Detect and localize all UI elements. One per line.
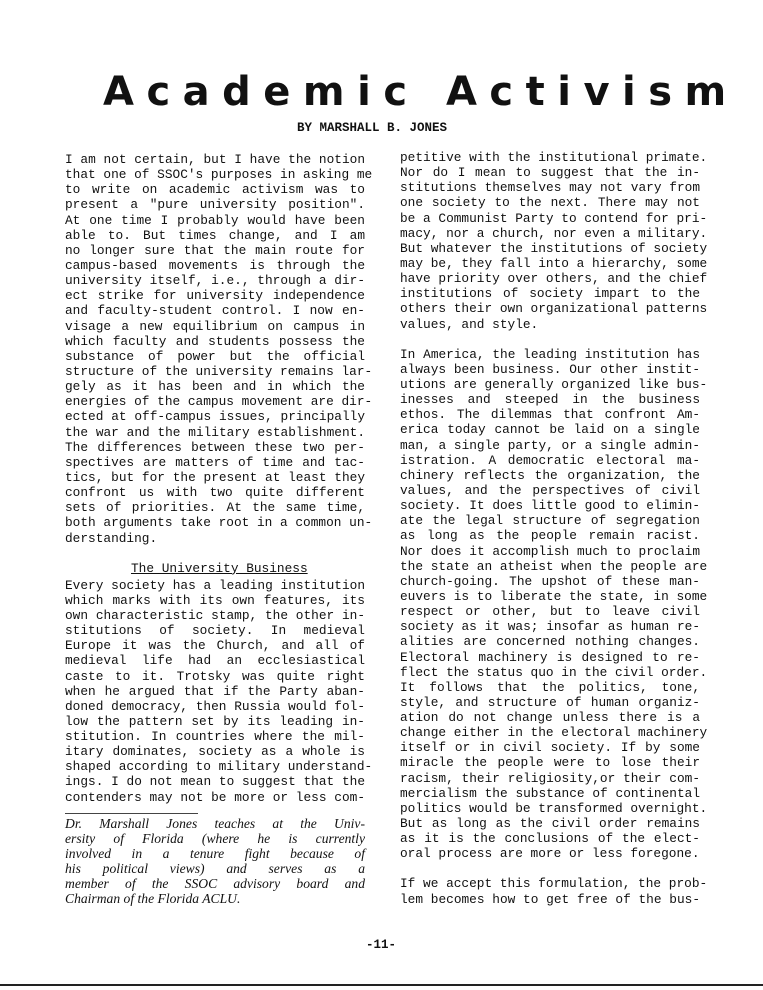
text-line: It follows that the politics, tone,	[400, 679, 700, 695]
text-line: inesses and steeped in the business	[400, 392, 700, 408]
author-bio	[65, 816, 365, 907]
text-line: values, and the perspectives of civil	[400, 482, 700, 498]
text-line: utions are generally organized like bus-	[400, 376, 708, 392]
text-line: the war and the military establishment.	[65, 424, 365, 440]
text-line: politics would be transformed overnight.	[400, 800, 708, 816]
text-line: ect strike for university independence	[65, 288, 365, 304]
text-line: sets of priorities. At the same time,	[65, 500, 365, 516]
text-line: Nor do I mean to suggest that the in-	[400, 165, 700, 181]
text-line: ate the legal structure of segregation	[400, 513, 700, 529]
text-line: ersity of Florida (where he is currently	[65, 830, 365, 846]
text-line: visage a new equilibrium on campus in	[65, 318, 365, 334]
text-line: may be, they fall into a hierarchy, some	[400, 255, 708, 271]
text-line: mercialism the substance of continental	[400, 785, 700, 801]
text-line: shaped according to military understand-	[65, 759, 373, 775]
text-line: But as long as the civil order remains	[400, 816, 700, 832]
text-line: doned democracy, then Russia would fol-	[65, 698, 365, 714]
text-line: If we accept this formulation, the prob-	[400, 876, 708, 892]
right-column	[400, 150, 708, 907]
footnote-rule	[65, 813, 198, 814]
text-line: present a "pure university position".	[65, 197, 365, 213]
text-line: church-going. The upshot of these man-	[400, 573, 700, 589]
text-line: miracle the people were to lose their	[400, 755, 700, 771]
left-column	[65, 152, 373, 907]
text-line: gely as it has been and in which the	[65, 379, 365, 395]
text-line: society. It does little good to elimin-	[400, 498, 700, 514]
text-line: both arguments take root in a common un-	[65, 515, 373, 531]
text-line: But whatever the institutions of society	[400, 240, 708, 256]
text-line: man, a single party, or a single admin-	[400, 437, 700, 453]
text-line: others their own organizational patterns	[400, 301, 708, 317]
text-line: caste to it. Trotsky was quite right	[65, 668, 365, 684]
text-line: istration. A democratic electoral ma-	[400, 452, 700, 468]
text-line: racism, their religiosity,or their com-	[400, 770, 700, 786]
text-line: confront us with two quite different	[65, 485, 365, 501]
text-line: I am not certain, but I have the notion	[65, 152, 365, 167]
text-line: own characteristic stamp, the other in-	[65, 607, 365, 623]
text-line: itary dominates, society as a whole is	[65, 744, 365, 760]
text-line: be a Communist Party to contend for pri-	[400, 210, 708, 226]
text-line: when he argued that if the Party aban-	[65, 683, 365, 699]
text-line: In America, the leading institution has	[400, 346, 700, 362]
text-line: to write on academic activism was to	[65, 182, 365, 198]
text-line: At one time I probably would have been	[65, 212, 365, 228]
text-line: ings. I do not mean to suggest that the	[65, 774, 365, 790]
text-line: flect the status quo in the civil order.	[400, 664, 708, 680]
text-line: Nor does it accomplish much to proclaim	[400, 543, 700, 559]
text-line: his political views) and serves as a	[65, 861, 365, 877]
section-subheading: The University Business	[131, 560, 308, 576]
text-line: values, and style.	[400, 316, 539, 332]
text-line: the state an atheist when the people are	[400, 558, 708, 574]
text-line: medieval life had an ecclesiastical	[65, 653, 365, 669]
text-line: campus-based movements is through the	[65, 257, 365, 273]
text-line: derstanding.	[65, 530, 158, 546]
text-line: respect or other, but to leave civil	[400, 604, 700, 620]
text-line: alities are concerned nothing changes.	[400, 634, 700, 650]
text-line: energies of the campus movement are dir-	[65, 394, 373, 410]
page-number: -11-	[366, 938, 397, 952]
text-line: no longer sure that the main route for	[65, 242, 365, 258]
text-line: structure of the university remains lar-	[65, 363, 373, 379]
paragraph-formulation	[400, 876, 708, 907]
text-line: spectives are matters of time and tac-	[65, 454, 365, 470]
text-line: The differences between these two per-	[65, 439, 365, 455]
text-line: petitive with the institutional primate.	[400, 150, 708, 165]
text-line: ected at off-campus issues, principally	[65, 409, 365, 425]
text-line: chinery reflects the organization, the	[400, 467, 700, 483]
text-line: society as it was; insofar as human re-	[400, 619, 700, 635]
text-line: macy, nor a church, nor even a military.	[400, 225, 708, 241]
text-line: lem becomes how to get free of the bus-	[400, 891, 700, 907]
text-line: style, and structure of human organiz-	[400, 694, 700, 710]
text-line: that one of SSOC's purposes in asking me	[65, 167, 373, 183]
text-line: have priority over others, and the chief	[400, 271, 708, 287]
text-line: stitution. In countries where the mil-	[65, 729, 365, 745]
text-line: and faculty-student control. I now en-	[65, 303, 365, 319]
paragraph-continuation	[400, 150, 708, 332]
text-line: euvers is to liberate the state, in some	[400, 588, 708, 604]
text-line: institutions of society impart to the	[400, 286, 700, 302]
text-line: substance of power but the official	[65, 348, 365, 364]
text-line: erica today cannot be laid on a single	[400, 422, 700, 438]
text-line: always been business. Our other instit-	[400, 361, 700, 377]
text-line: ation do not change unless there is a	[400, 710, 700, 726]
text-line: as it is the conclusions of the elect-	[400, 831, 700, 847]
intro-paragraph	[65, 152, 373, 546]
text-line: change either in the electoral machinery	[400, 725, 708, 741]
text-line: oral process are more or less foregone.	[400, 846, 700, 862]
text-line: stitutions of society. In medieval	[65, 623, 365, 639]
text-line: able to. But times change, and I am	[65, 227, 365, 243]
article-title: Academic Activism	[103, 69, 739, 115]
section-paragraph	[65, 577, 373, 805]
text-line: Dr. Marshall Jones teaches at the Univ-	[65, 815, 365, 831]
text-line: member of the SSOC advisory board and	[65, 876, 365, 892]
text-line: Every society has a leading institution	[65, 577, 365, 593]
text-line: stitutions themselves may not vary from	[400, 180, 700, 196]
bottom-rule	[0, 984, 763, 986]
text-line: itself or in civil society. If by some	[400, 740, 700, 756]
text-line: ethos. The dilemmas that confront Am-	[400, 407, 700, 423]
text-line: which faculty and students possess the	[65, 333, 365, 349]
paragraph-america	[400, 346, 708, 862]
text-line: university itself, i.e., through a dir-	[65, 273, 365, 289]
text-line: involved in a tenure fight because of	[65, 846, 365, 862]
text-line: low the pattern set by its leading in-	[65, 713, 365, 729]
text-line: which marks with its own features, its	[65, 592, 365, 608]
text-line: tics, but for the present at least they	[65, 469, 365, 485]
text-line: contenders may not be more or less com-	[65, 789, 365, 805]
text-line: as long as the people remain racist.	[400, 528, 700, 544]
text-line: Chairman of the Florida ACLU.	[65, 891, 241, 907]
text-line: Europe it was the Church, and all of	[65, 638, 365, 654]
text-line: Electoral machinery is designed to re-	[400, 649, 700, 665]
byline: BY MARSHALL B. JONES	[297, 121, 448, 135]
text-line: one society to the next. There may not	[400, 195, 700, 211]
